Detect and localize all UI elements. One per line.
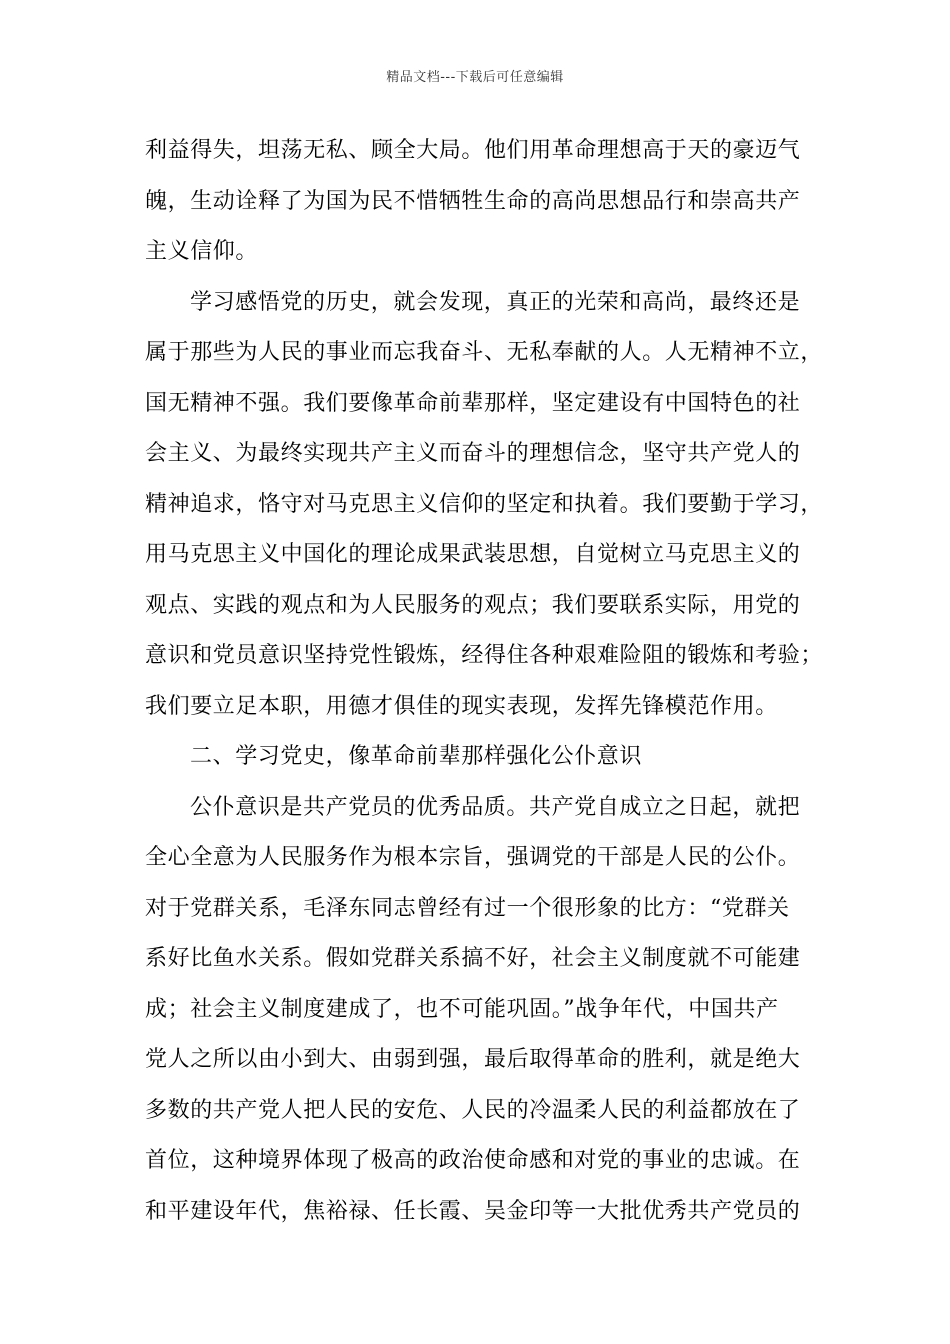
text-line: 会主义、为最终实现共产主义而奋斗的理想信念，坚守共产党人的 xyxy=(145,441,801,466)
text-line: 属于那些为人民的事业而忘我奋斗、无私奉献的人。人无精神不立， xyxy=(145,340,824,365)
text-line: 多数的共产党人把人民的安危、人民的冷温柔人民的利益都放在了 xyxy=(145,1097,801,1123)
text-line: 系好比鱼水关系。假如党群关系搞不好，社会主义制度就不可能建 xyxy=(145,946,801,971)
text-line: 用马克思主义中国化的理论成果武装思想，自觉树立马克思主义的 xyxy=(145,542,801,567)
text-line: 二、学习党史，像革命前辈那样强化公仆意识 xyxy=(190,744,643,769)
text-line: 和平建设年代，焦裕禄、任长霞、吴金印等一大批优秀共产党员的 xyxy=(145,1198,801,1224)
text-line: 公仆意识是共产党员的优秀品质。共产党自成立之日起，就把 xyxy=(190,794,801,820)
text-line: 成；社会主义制度建成了，也不可能巩固。”战争年代，中国共产 xyxy=(145,996,779,1022)
text-line: 国无精神不强。我们要像革命前辈那样，坚定建设有中国特色的社 xyxy=(145,390,801,416)
text-line: 主义信仰。 xyxy=(145,239,259,264)
body-text xyxy=(145,132,824,1243)
text-line: 学习感悟党的历史，就会发现，真正的光荣和高尚，最终还是 xyxy=(190,289,801,315)
text-line: 观点、实践的观点和为人民服务的观点；我们要联系实际，用党的 xyxy=(145,592,801,618)
text-line: 精神追求，恪守对马克思主义信仰的坚定和执着。我们要勤于学习， xyxy=(145,491,824,517)
text-line: 利益得失，坦荡无私、顾全大局。他们用革命理想高于天的豪迈气 xyxy=(145,138,801,163)
text-line: 首位，这种境界体现了极高的政治使命感和对党的事业的忠诚。在 xyxy=(145,1148,801,1173)
text-line: 魄，生动诠释了为国为民不惜牺牲生命的高尚思想品行和崇高共产 xyxy=(145,188,801,214)
text-line: 全心全意为人民服务作为根本宗旨，强调党的干部是人民的公仆。 xyxy=(145,845,801,870)
text-line: 我们要立足本职，用德才俱佳的现实表现，发挥先锋模范作用。 xyxy=(145,693,778,719)
text-line: 对于党群关系，毛泽东同志曾经有过一个很形象的比方：“党群关 xyxy=(145,895,790,921)
text-line: 党人之所以由小到大、由弱到强，最后取得革命的胜利，就是绝大 xyxy=(145,1047,801,1072)
text-line: 意识和党员意识坚持党性锻炼，经得住各种艰难险阻的锻炼和考验； xyxy=(145,643,824,668)
page-header: 精品文档---下载后可任意编辑 xyxy=(386,70,564,85)
